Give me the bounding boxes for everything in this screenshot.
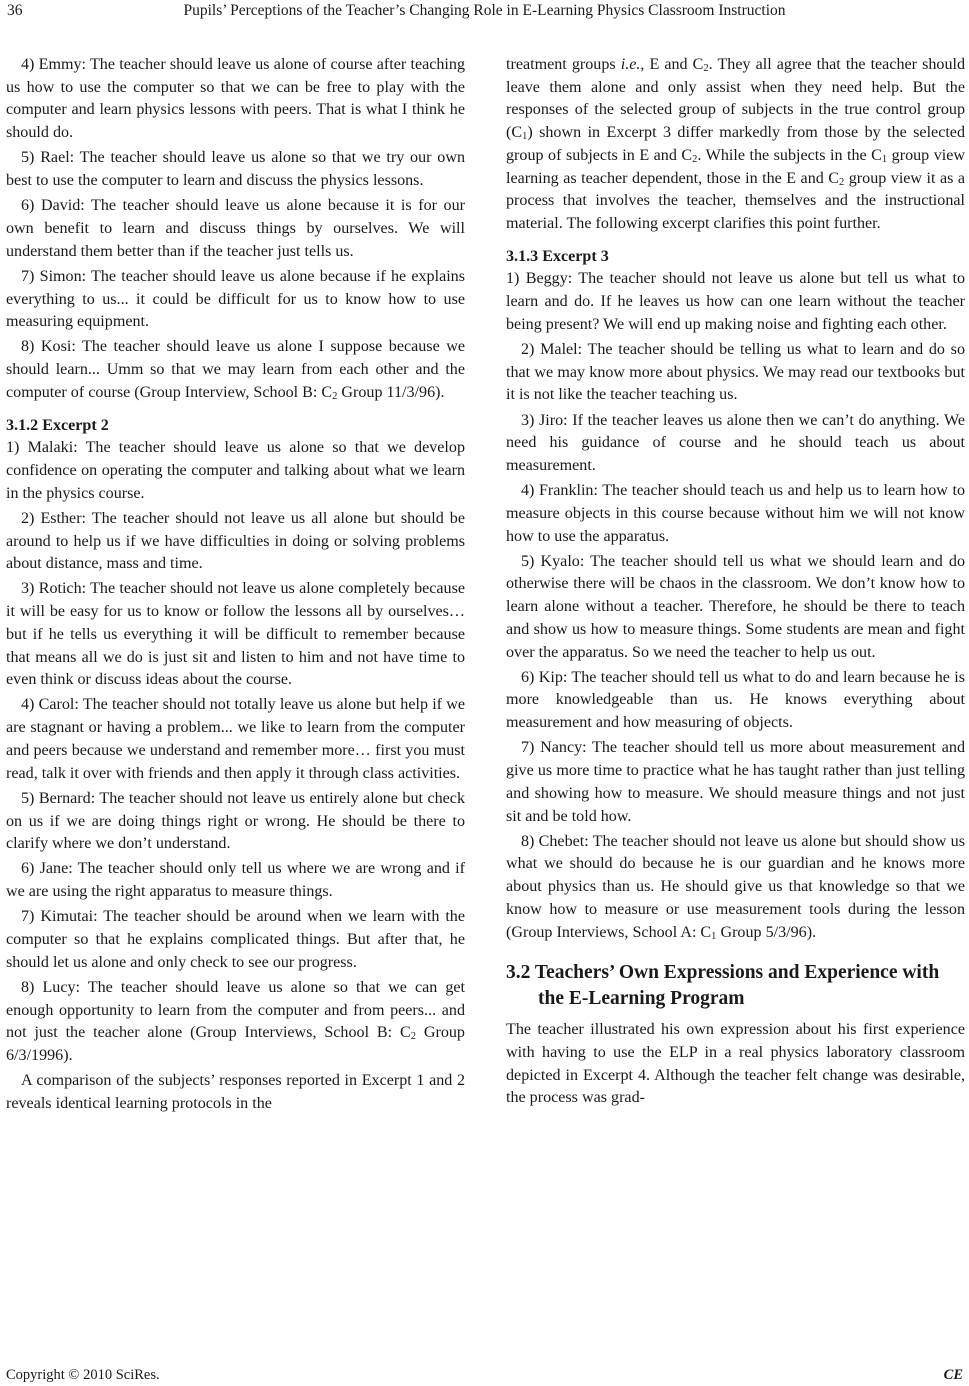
text-run: . They all agree that the teacher should leave them alone and only assist when they need help. But the responses of the selected group of subjects in the true control group (C bbox=[506, 56, 966, 142]
subscript: 1 bbox=[711, 930, 717, 942]
paragraph-rotich: 3) Rotich: The teacher should not leave us alone completely because it will be easy for us to know or follow the lessons all by ourselves… but if he tells us everything it will be difficult to remember because that means all we do is just sit and listen to him and not have time to even think or discuss ideas about the course. bbox=[6, 580, 465, 689]
text-run: ) shown in Excerpt 3 differ markedly from those by the selected group of subjects in E and C bbox=[506, 124, 965, 164]
paragraph-jiro: 3) Jiro: If the teacher leaves us alone then we can’t do anything. We need his guidance of course and he should teach us about measurement. bbox=[506, 411, 965, 474]
left-column bbox=[6, 54, 465, 1118]
paragraph-malaki: 1) Malaki: The teacher should leave us alone so that we develop confidence on operating the computer and talking about what we learn in the physics course. bbox=[6, 439, 465, 502]
italic-text: i.e. bbox=[620, 56, 641, 73]
text-run: Group 6/3/1996). bbox=[6, 1024, 465, 1065]
paragraph-malel: 2) Malel: The teacher should be telling us what to learn and do so that we may know more about physics. We may read our textbooks but it is not like the teacher teaching us. bbox=[506, 340, 965, 404]
paragraph-david: 6) David: The teacher should leave us alone because it is for our own benefit to learn and discuss things by ourselves. We will understand them better than if the teacher just tells us. bbox=[6, 197, 465, 260]
paragraph-comparison: A comparison of the subjects’ responses reported in Excerpt 1 and 2 reveals identical learning protocols in the bbox=[6, 1072, 465, 1112]
text-run: group view learning as teacher dependent, those in the E and C bbox=[506, 146, 965, 187]
excerpt-2-heading: 3.1.2 Excerpt 2 bbox=[6, 416, 109, 434]
paragraph-kosi bbox=[6, 336, 465, 404]
subscript: 2 bbox=[839, 176, 845, 188]
subscript: 1 bbox=[522, 131, 528, 143]
running-title: Pupils’ Perceptions of the Teacher’s Changing Role in E-Learning Physics Classroom Instruction bbox=[183, 2, 786, 19]
paragraph-chebet bbox=[506, 831, 965, 945]
footer-copyright: Copyright © 2010 SciRes. bbox=[6, 1367, 160, 1383]
paragraph-kimutai: 7) Kimutai: The teacher should be around when we learn with the computer so that he explains complicated things. But after that, he should let us alone and only check to see our progress. bbox=[6, 908, 465, 971]
paragraph-section-intro: The teacher illustrated his own expression about his first experience with having to use the ELP in a real physics laboratory classroom depicted in Excerpt 4. Although the teacher felt change was desirable, the process was grad- bbox=[506, 1021, 965, 1107]
paragraph-lucy bbox=[6, 977, 465, 1068]
text-run: . While the subjects in the C bbox=[697, 146, 882, 164]
subscript: 2 bbox=[692, 153, 698, 165]
paragraph-jane: 6) Jane: The teacher should only tell us where we are wrong and if we are using the right apparatus to measure things. bbox=[6, 860, 465, 901]
subscript: 2 bbox=[410, 1031, 416, 1043]
paragraph-kip: 6) Kip: The teacher should tell us what to do and learn because he is more knowledgeable than us. He knows everything about measurement and how measuring of objects. bbox=[506, 668, 965, 732]
text-run: 8) Chebet: The teacher should not leave us alone but should show us what we should do because he is our guardian and he knows more about physics than us. He should give us that knowledge so that we know how to measure or use measurement tools during the lesson (Group Interviews, School A: C bbox=[506, 832, 965, 941]
paragraph-nancy: 7) Nancy: The teacher should tell us more about measurement and give us more time to practice what he has taught rather than just telling and showing how to measure. We should measure things and not just sit and be told how. bbox=[506, 739, 965, 825]
text-run: treatment groups bbox=[506, 56, 621, 73]
text-run: , E and C bbox=[640, 56, 704, 73]
paragraph-emmy: 4) Emmy: The teacher should leave us alone of course after teaching us how to use the computer so that we can be free to play with the computer and learn physics lessons with peers. That is what I think he should do. bbox=[6, 56, 465, 142]
section-heading: 3.2 Teachers’ Own Expressions and Experience with the E-Learning Program bbox=[506, 962, 940, 1010]
subscript: 1 bbox=[881, 153, 888, 165]
paragraph-esther: 2) Esther: The teacher should not leave us all alone but should be around to help us if we have difficulties in doing or solving problems about distance, mass and time. bbox=[6, 509, 465, 573]
text-run: group view it as a process that involves the teacher, themselves and the instructional material. The following excerpt clarifies this point further. bbox=[506, 169, 965, 232]
paragraph-beggy: 1) Beggy: The teacher should not leave us alone but tell us what to learn and do. If he leaves us how can one learn without the teacher being present? We will end up making noise and fighting each other. bbox=[506, 270, 965, 333]
paragraph-franklin: 4) Franklin: The teacher should teach us and help us to learn how to measure objects in this course because without him we will not know how to use the apparatus. bbox=[506, 482, 965, 545]
paragraph-rael: 5) Rael: The teacher should leave us alone so that we try our own best to use the computer to learn and discuss the physics lessons. bbox=[6, 149, 465, 190]
paragraph-kyalo: 5) Kyalo: The teacher should tell us what we should learn and do otherwise there will be chaos in the classroom. We don’t know how to learn alone without a teacher. Therefore, he should be there to teach and show us how to measure things. Some students are mean and fight over the apparatus. So we need the teacher to help us out. bbox=[506, 552, 965, 661]
text-run: Group 5/3/96). bbox=[716, 923, 817, 941]
page-number: 36 bbox=[7, 2, 23, 19]
paragraph-simon: 7) Simon: The teacher should leave us alone because if he explains everything to us... it could be difficult for us to know how to use measuring equipment. bbox=[6, 267, 465, 331]
text-run: Group 11/3/96). bbox=[337, 383, 445, 401]
paragraph-carol: 4) Carol: The teacher should not totally leave us alone but help if we are stagnant or having a problem... we like to learn from the computer and peers because we understand and remember more… first you must read, talk it over with friends and then apply it through class activities. bbox=[6, 696, 465, 782]
text-run: 8) Lucy: The teacher should leave us alone so that we can get enough opportunity to learn from the computer and from peers... and not just the teacher alone (Group Interviews, School B: C bbox=[6, 978, 465, 1042]
subscript: 2 bbox=[332, 390, 338, 402]
paragraph-bernard: 5) Bernard: The teacher should not leave us entirely alone but check on us if we are doing things right or wrong. He should be there to clarify where we don’t understand. bbox=[6, 789, 465, 853]
subscript: 2 bbox=[703, 63, 709, 74]
text-run: 8) Kosi: The teacher should leave us alone I suppose because we should learn... Umm so that we may learn from each other and the computer of course (Group Interview, School B: C bbox=[6, 338, 465, 401]
right-column bbox=[506, 54, 965, 1113]
page-header bbox=[0, 0, 969, 22]
paragraph-continuation bbox=[506, 54, 965, 236]
footer-journal-abbrev: CE bbox=[943, 1367, 963, 1383]
excerpt-3-heading: 3.1.3 Excerpt 3 bbox=[506, 247, 609, 265]
